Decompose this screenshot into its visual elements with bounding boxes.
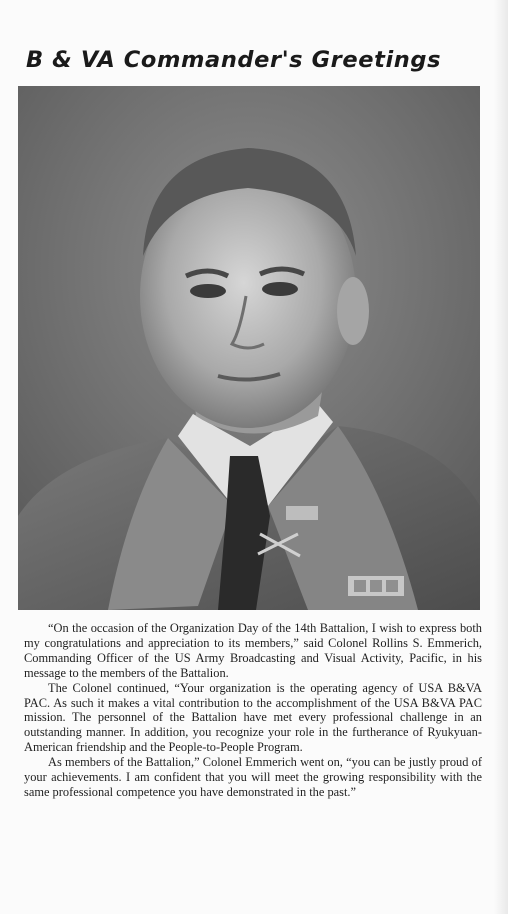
page-edge-shadow	[494, 0, 508, 914]
portrait-illustration	[18, 86, 480, 610]
article-paragraph-1: “On the occasion of the Organization Day of the 14th Battalion, I wish to express both my congratulations and appreciation to its members,” said Colonel Rollins S. Emmerich, Commanding Officer of the US Army Broadcasting and Visual Activity, Pacific, in his message to the members of the Battalion.	[24, 621, 482, 680]
headline: B & VA Commander's Greetings	[26, 47, 442, 73]
article-paragraph-3: As members of the Battalion,” Colonel Emmerich went on, “you can be justly proud of your achievements. I am confident that you will meet the growing responsibility with the same professional competence you have demonstrated in the past.”	[24, 755, 482, 799]
article-paragraph-2: The Colonel continued, “Your organization is the operating agency of USA B&VA PAC. As such it makes a vital contribution to the accomplishment of the USA B&VA PAC mission. The personnel of the Battalion have met every professional challenge in an outstanding manner. In addition, you recognize your role in the furtherance of Ryukyuan-American friendship and the People-to-People Program.	[24, 680, 482, 755]
article-body	[24, 621, 482, 800]
portrait-photo	[18, 86, 480, 610]
